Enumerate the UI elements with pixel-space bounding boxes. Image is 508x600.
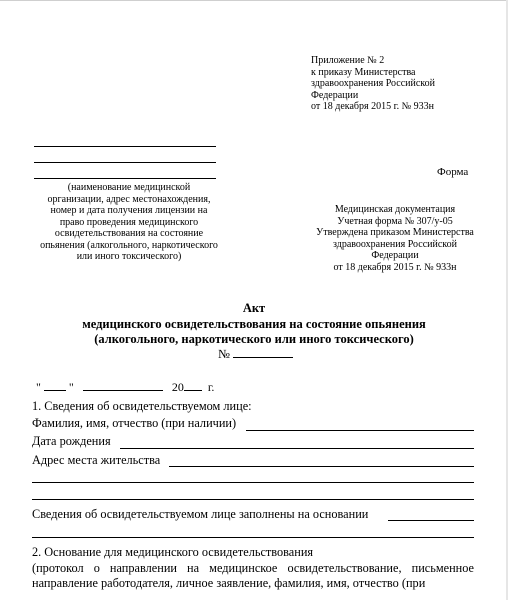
appendix-line: здравоохранения Российской (311, 78, 436, 89)
full-name-field[interactable] (246, 430, 474, 431)
meddoc-line: Федерации (371, 250, 419, 261)
address-continuation-field[interactable] (32, 499, 474, 500)
title-line: (алкогольного, наркотического или иного токсического) (94, 332, 414, 346)
meddoc-line: от 18 декабря 2015 г. № 933н (333, 261, 457, 273)
full-name-label: Фамилия, имя, отчество (при наличии) (32, 416, 237, 430)
document-title (0, 301, 508, 348)
year-prefix: 20 (171, 380, 184, 394)
section2-description: (протокол о направлении на медицинское освидетельствование, письменное направление работодателя, личное заявление, фамилия, имя, отчество (при (32, 561, 474, 590)
meddoc-line: Учетная форма № 307/у-05 (337, 215, 453, 227)
date-line (36, 380, 214, 395)
basis-field[interactable] (388, 520, 474, 521)
organization-caption: (наименование медицинской организации, адрес местонахождения, номер и дата получения лицензии на право проведения медицинского освидетельствования на состояние опьянения (алкогольного, наркотического или иного токсического) (40, 182, 218, 262)
address-continuation-field[interactable] (32, 482, 474, 483)
section2-heading: 2. Основание для медицинского освидетельствования (32, 545, 314, 559)
page-top-border (0, 0, 508, 5)
year-blank (184, 380, 202, 391)
title-line: Акт (242, 301, 266, 315)
appendix-line: Приложение № 2 (311, 55, 385, 66)
act-number (218, 347, 293, 362)
organization-line (34, 146, 216, 147)
section1-heading: 1. Сведения об освидетельствуемом лице: (32, 399, 252, 413)
form-label: Форма (437, 166, 469, 178)
meddoc-line: Медицинская документация (334, 204, 456, 215)
day-blank (44, 380, 66, 391)
meddoc-line: Утверждена приказом Министерства (316, 227, 474, 238)
number-sign: № (218, 347, 230, 361)
address-label: Адрес места жительства (32, 453, 161, 467)
organization-line (34, 178, 216, 179)
medical-document-block (300, 204, 490, 273)
appendix-line: к приказу Министерства (311, 66, 416, 78)
address-field[interactable] (169, 466, 474, 467)
birth-date-label: Дата рождения (32, 434, 111, 448)
organization-line (34, 162, 216, 163)
quote-open: " (36, 380, 41, 394)
basis-continuation-field[interactable] (32, 537, 474, 538)
appendix-line: Федерации (311, 89, 359, 101)
year-suffix: г. (207, 380, 215, 394)
act-number-blank (233, 347, 293, 358)
quote-close: " (68, 380, 74, 394)
appendix-line: от 18 декабря 2015 г. № 933н (311, 101, 434, 112)
birth-date-field[interactable] (120, 448, 474, 449)
meddoc-line: здравоохранения Российской (332, 238, 457, 250)
month-blank (83, 380, 163, 391)
appendix-block (311, 55, 435, 113)
title-line: медицинского освидетельствования на состояние опьянения (82, 316, 426, 331)
basis-label: Сведения об освидетельствуемом лице заполнены на основании (32, 507, 369, 521)
